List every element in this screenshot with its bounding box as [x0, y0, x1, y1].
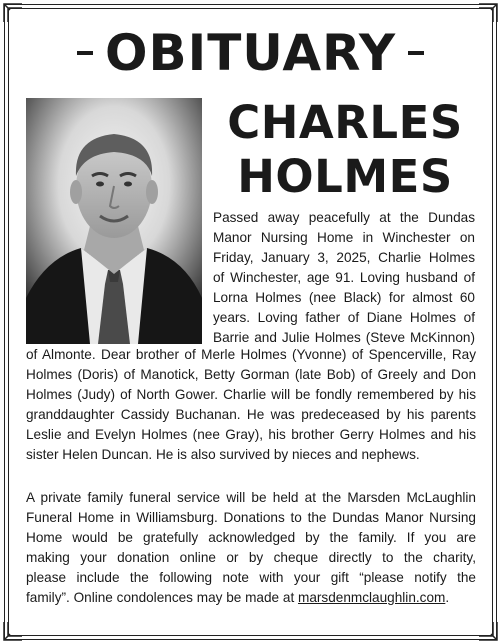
page-header — [0, 22, 501, 84]
condolences-link[interactable]: marsdenmclaughlin.com — [298, 590, 446, 605]
text-line: Home would be gratefully acknowledged by the family. If you are — [26, 530, 476, 545]
text-line: Leslie and Evelyn Holmes (nee Gray), his brother Gerry Holmes and his — [26, 427, 476, 442]
text-line: of Winchester, age 91. Loving husband of — [213, 270, 475, 285]
deceased-name — [206, 96, 484, 204]
text-line: Manor Nursing Home in Winchester on — [213, 230, 475, 245]
corner-ornament-icon — [477, 2, 499, 24]
obituary-paragraph-2 — [26, 488, 476, 608]
page-title: OBITUARY — [104, 24, 397, 82]
text-line-final — [26, 588, 476, 608]
portrait-photo — [26, 98, 202, 344]
heading-dash-left — [77, 51, 93, 55]
text-line: of Almonte. Dear brother of Merle Holmes (Yvonne) of Spencerville, Ray — [26, 347, 476, 362]
text-line: A private family funeral service will be held at the Marsden McLaughlin — [26, 490, 476, 505]
corner-ornament-icon — [477, 620, 499, 642]
name-first: CHARLES — [227, 96, 463, 149]
text-line: Friday, January 3, 2025, Charlie Holmes — [213, 250, 475, 265]
text-line: sister Helen Duncan. He is also survived by nieces and nephews. — [26, 447, 420, 462]
text-line: making your donation online or by cheque directly to the charity, — [26, 550, 476, 565]
name-last: HOLMES — [237, 150, 453, 203]
corner-ornament-icon — [2, 2, 24, 24]
heading-dash-right — [408, 51, 424, 55]
text-line: Holmes (Judy) of North Gower. Charlie will be fondly remembered by his — [26, 387, 476, 402]
corner-ornament-icon — [2, 620, 24, 642]
text-line: Barrie and Julie Holmes (Steve McKinnon) — [213, 330, 475, 345]
text-line: Funeral Home in Williamsburg. Donations to the Dundas Manor Nursing — [26, 510, 476, 525]
text-line: family”. Online condolences may be made at — [26, 590, 295, 605]
obituary-paragraph-1-bottom — [26, 345, 476, 465]
link-trailing-period: . — [445, 590, 450, 605]
obituary-paragraph-1-top — [213, 208, 475, 348]
text-line: years. Loving father of Diane Holmes of — [213, 310, 475, 325]
text-line: Lorna Holmes (nee Black) for almost 60 — [213, 290, 475, 305]
text-line: granddaughter Cassidy Buchanan. He was predeceased by his parents — [26, 407, 476, 422]
text-line: Holmes (Doris) of Manotick, Betty Gorman (late Bob) of Greely and Don — [26, 367, 476, 382]
text-line: please include the following note with your gift “please notify the — [26, 570, 476, 585]
text-line: Passed away peacefully at the Dundas — [213, 210, 475, 225]
